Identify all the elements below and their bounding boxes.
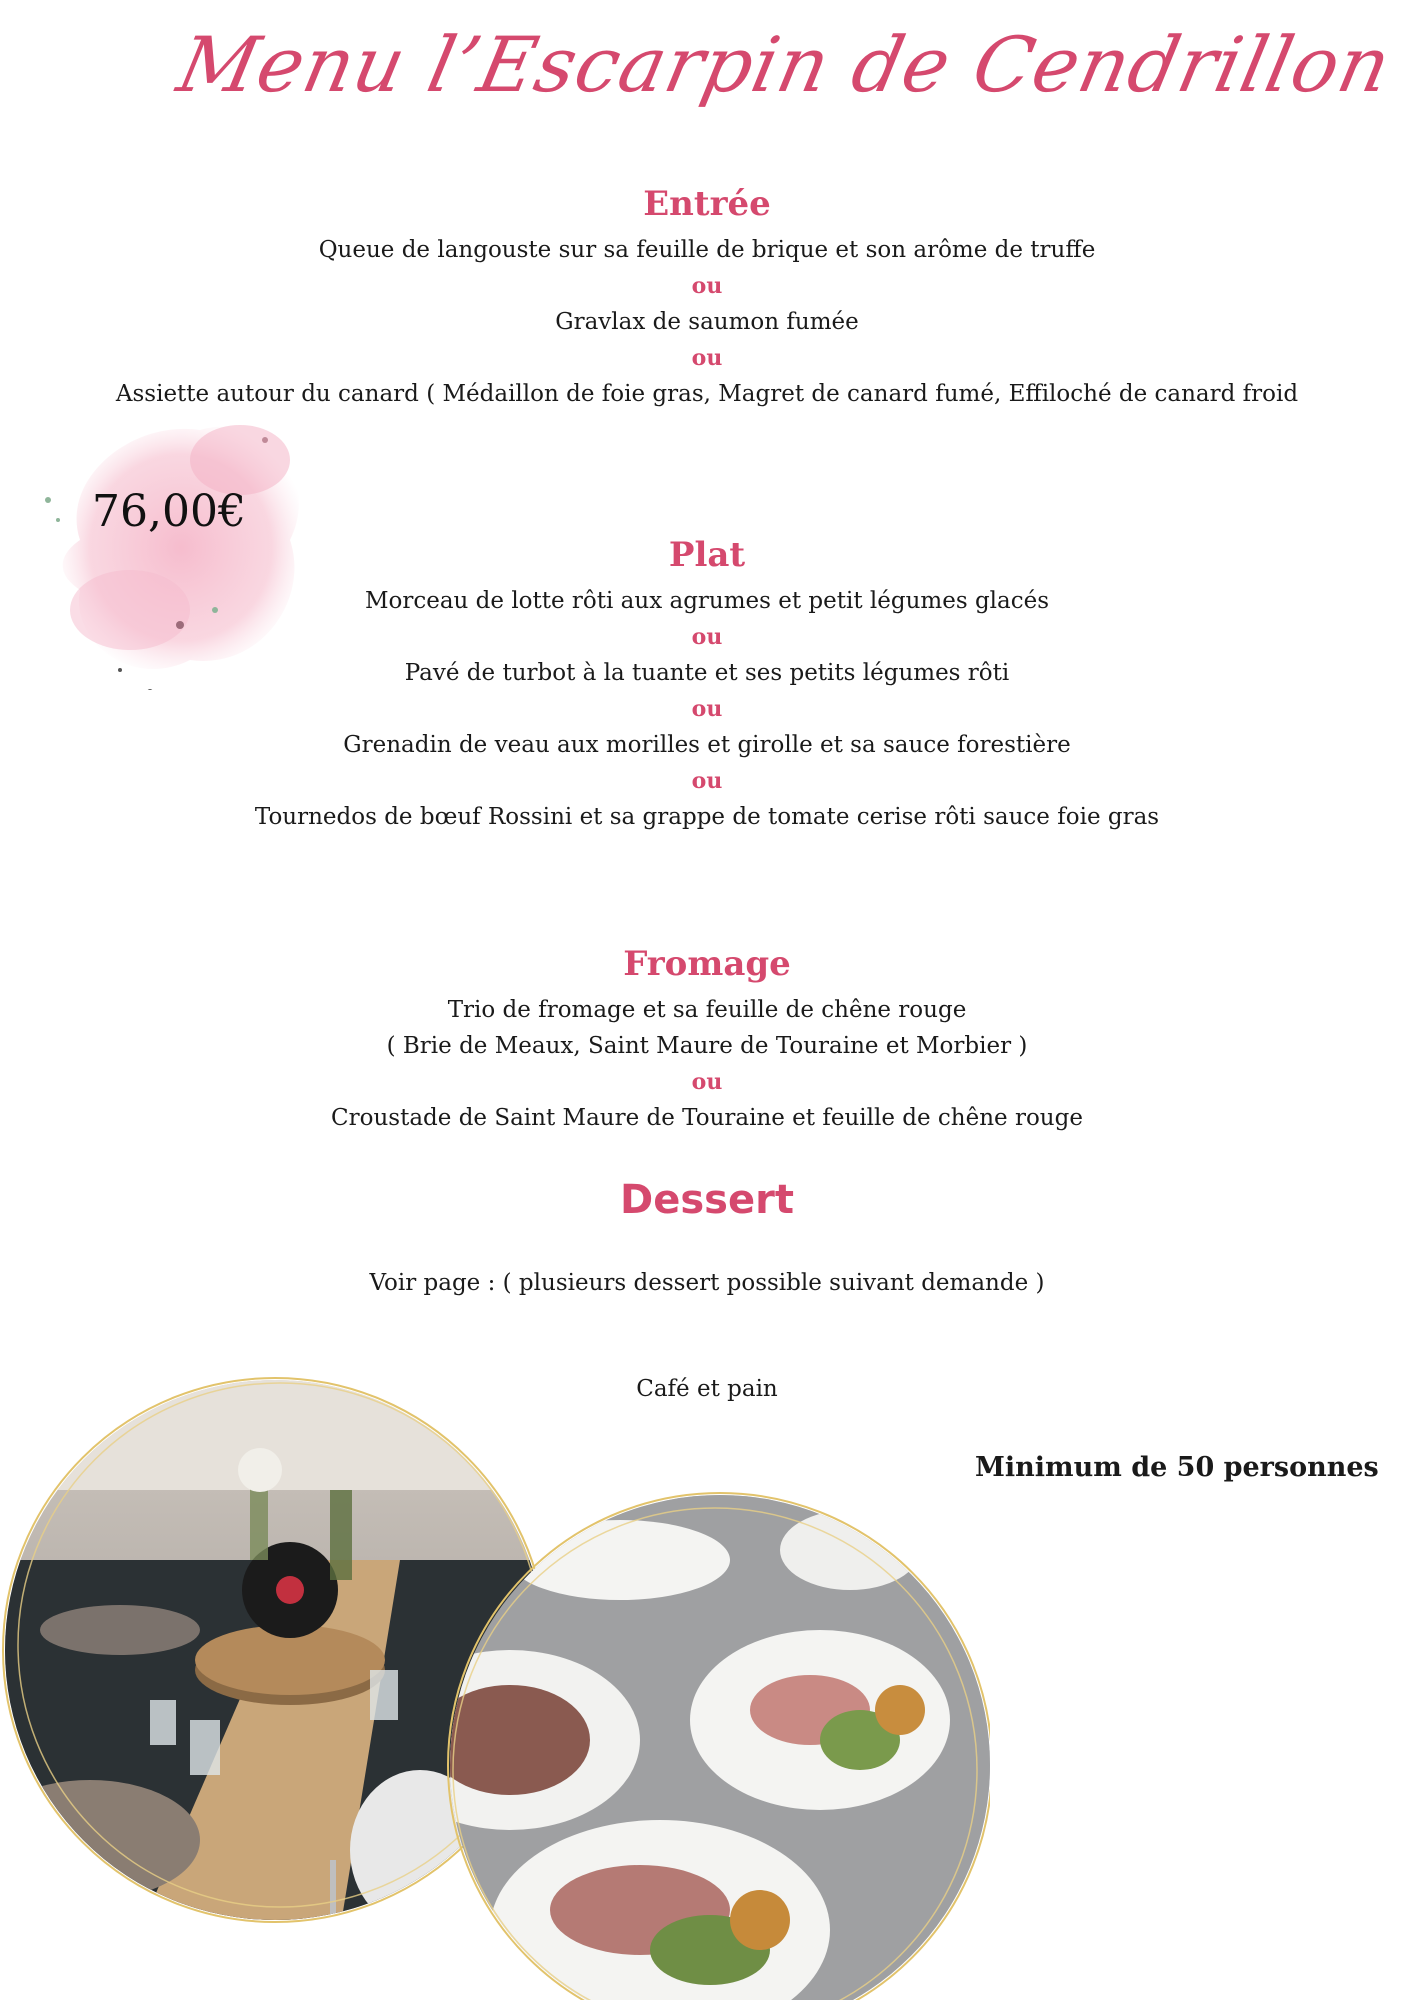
menu-price: 76,00€ <box>92 486 246 537</box>
or-separator: ou <box>691 1069 723 1095</box>
plat-item-3: Grenadin de veau aux morilles et girolle et sa sauce forestière <box>343 732 1071 758</box>
or-separator: ou <box>691 345 723 371</box>
menu-title: Menu l’Escarpin de Cendrillon <box>170 20 1399 109</box>
minimum-guests: Minimum de 50 personnes <box>975 1452 1379 1483</box>
plat-heading: Plat <box>668 535 746 575</box>
or-separator: ou <box>691 273 723 299</box>
fromage-item-2: Croustade de Saint Maure de Touraine et feuille de chêne rouge <box>331 1105 1083 1131</box>
section-dessert <box>0 1178 1414 1228</box>
or-separator: ou <box>691 624 723 650</box>
fromage-item-1-detail: ( Brie de Meaux, Saint Maure de Touraine et Morbier ) <box>386 1033 1028 1059</box>
entree-item-3: Assiette autour du canard ( Médaillon de foie gras, Magret de canard fumé, Effiloché de canard froid <box>115 381 1299 407</box>
cafe-pain: Café et pain <box>636 1376 778 1402</box>
dessert-note: Voir page : ( plusieurs dessert possible suivant demande ) <box>369 1270 1045 1296</box>
plated-dishes-photo <box>430 1490 990 2000</box>
plat-item-2: Pavé de turbot à la tuante et ses petits légumes rôti <box>404 660 1010 686</box>
dessert-heading: Dessert <box>620 1177 794 1223</box>
fromage-item-1: Trio de fromage et sa feuille de chêne rouge <box>447 997 967 1023</box>
entree-item-1: Queue de langouste sur sa feuille de brique et son arôme de truffe <box>318 237 1096 263</box>
section-fromage <box>0 942 1414 1136</box>
entree-item-2: Gravlax de saumon fumée <box>555 309 859 335</box>
entree-heading: Entrée <box>643 184 771 224</box>
plat-item-1: Morceau de lotte rôti aux agrumes et petit légumes glacés <box>364 588 1050 614</box>
or-separator: ou <box>691 768 723 794</box>
fromage-heading: Fromage <box>623 944 791 984</box>
section-entree <box>0 182 1414 412</box>
plat-item-4: Tournedos de bœuf Rossini et sa grappe de tomate cerise rôti sauce foie gras <box>254 804 1160 830</box>
section-plat <box>0 533 1414 835</box>
or-separator: ou <box>691 696 723 722</box>
